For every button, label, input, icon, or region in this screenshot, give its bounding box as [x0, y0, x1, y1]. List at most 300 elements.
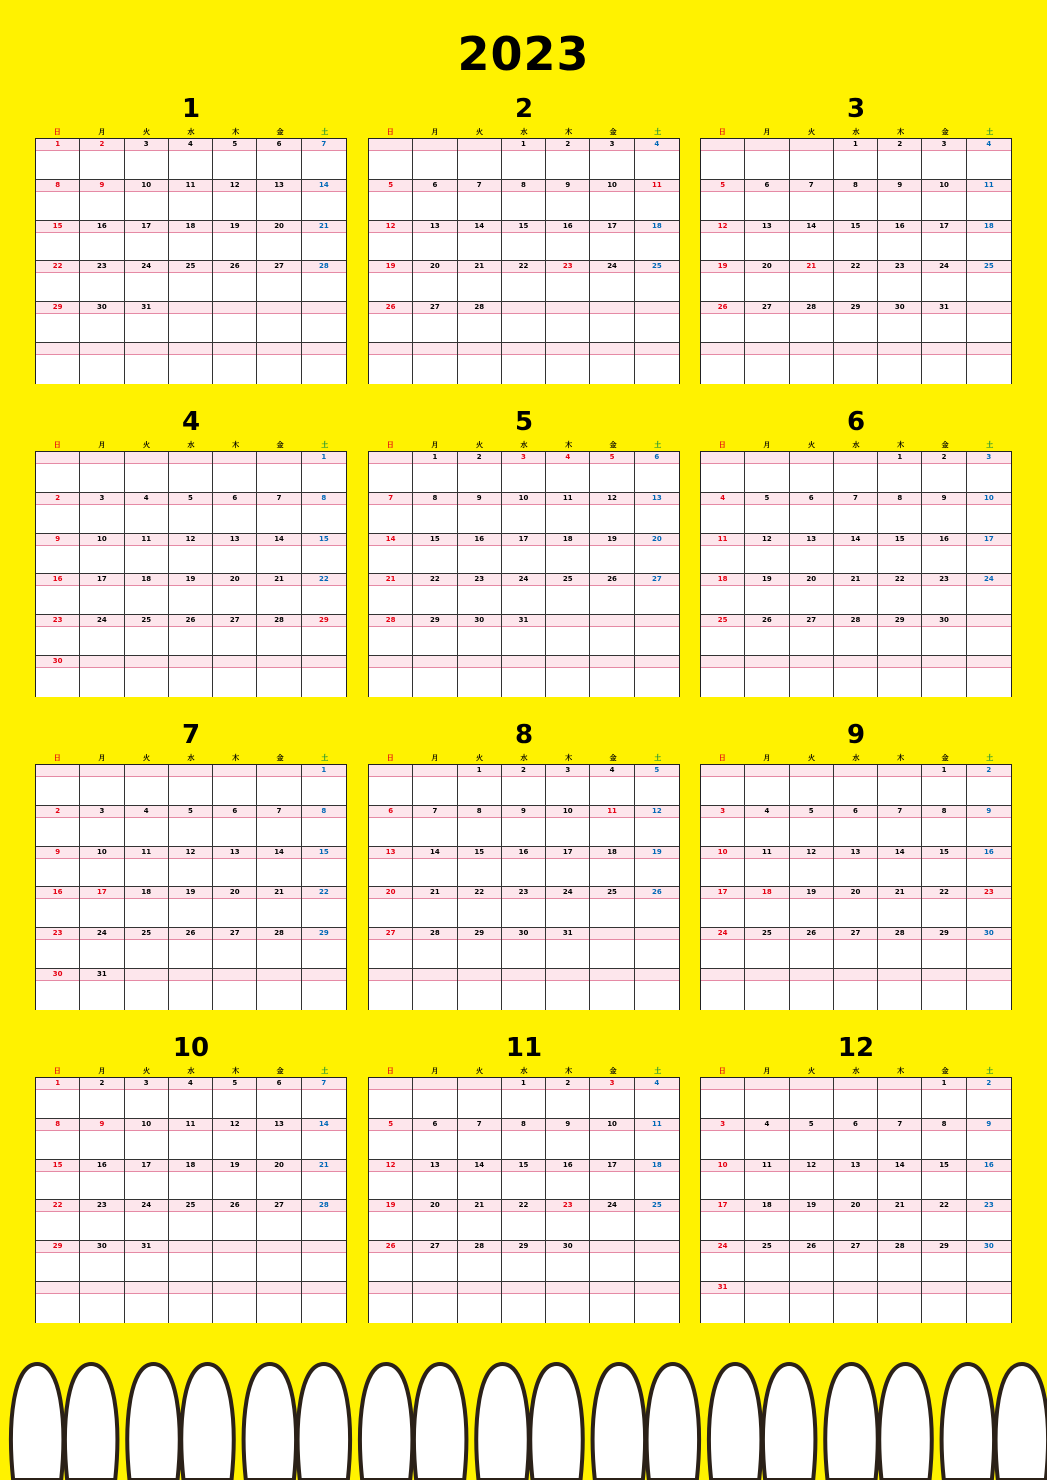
day-cell[interactable] [922, 180, 966, 221]
day-cell[interactable] [257, 343, 301, 384]
day-cell[interactable] [125, 1200, 169, 1241]
day-cell[interactable] [590, 1119, 634, 1160]
day-cell[interactable] [302, 1241, 346, 1282]
day-cell[interactable] [213, 928, 257, 969]
day-cell[interactable] [413, 887, 457, 928]
day-cell[interactable] [458, 615, 502, 656]
day-cell[interactable] [369, 302, 413, 343]
day-cell[interactable] [790, 1078, 834, 1119]
day-cell[interactable] [635, 221, 679, 262]
day-cell[interactable] [790, 180, 834, 221]
day-cell[interactable] [790, 1200, 834, 1241]
day-cell[interactable] [834, 847, 878, 888]
day-cell[interactable] [834, 1078, 878, 1119]
day-cell[interactable] [369, 847, 413, 888]
day-cell[interactable] [635, 452, 679, 493]
day-cell[interactable] [125, 574, 169, 615]
day-cell[interactable] [502, 969, 546, 1010]
day-cell[interactable] [213, 221, 257, 262]
day-cell[interactable] [635, 302, 679, 343]
day-cell[interactable] [302, 452, 346, 493]
day-cell[interactable] [369, 806, 413, 847]
day-cell[interactable] [878, 343, 922, 384]
day-cell[interactable] [745, 452, 789, 493]
day-cell[interactable] [635, 656, 679, 697]
day-cell[interactable] [36, 574, 80, 615]
day-cell[interactable] [80, 343, 124, 384]
day-cell[interactable] [213, 615, 257, 656]
day-cell[interactable] [745, 847, 789, 888]
day-cell[interactable] [413, 574, 457, 615]
day-cell[interactable] [967, 343, 1011, 384]
day-cell[interactable] [458, 574, 502, 615]
day-cell[interactable] [922, 887, 966, 928]
day-cell[interactable] [413, 534, 457, 575]
day-cell[interactable] [413, 493, 457, 534]
day-cell[interactable] [878, 656, 922, 697]
day-cell[interactable] [701, 493, 745, 534]
day-cell[interactable] [257, 452, 301, 493]
day-cell[interactable] [80, 928, 124, 969]
day-cell[interactable] [36, 656, 80, 697]
day-cell[interactable] [458, 1160, 502, 1201]
day-cell[interactable] [502, 1200, 546, 1241]
day-cell[interactable] [458, 1119, 502, 1160]
day-cell[interactable] [36, 765, 80, 806]
day-cell[interactable] [169, 221, 213, 262]
day-cell[interactable] [635, 493, 679, 534]
day-cell[interactable] [546, 302, 590, 343]
day-cell[interactable] [546, 887, 590, 928]
day-cell[interactable] [413, 847, 457, 888]
day-cell[interactable] [257, 806, 301, 847]
day-cell[interactable] [36, 887, 80, 928]
day-cell[interactable] [369, 574, 413, 615]
day-cell[interactable] [967, 1200, 1011, 1241]
day-cell[interactable] [257, 656, 301, 697]
day-cell[interactable] [922, 343, 966, 384]
day-cell[interactable] [590, 765, 634, 806]
day-cell[interactable] [878, 1241, 922, 1282]
day-cell[interactable] [502, 1078, 546, 1119]
day-cell[interactable] [878, 887, 922, 928]
day-cell[interactable] [834, 969, 878, 1010]
day-cell[interactable] [790, 452, 834, 493]
day-cell[interactable] [302, 1282, 346, 1323]
day-cell[interactable] [413, 180, 457, 221]
day-cell[interactable] [413, 261, 457, 302]
day-cell[interactable] [369, 1119, 413, 1160]
day-cell[interactable] [590, 615, 634, 656]
day-cell[interactable] [302, 493, 346, 534]
day-cell[interactable] [701, 887, 745, 928]
day-cell[interactable] [36, 534, 80, 575]
day-cell[interactable] [745, 615, 789, 656]
day-cell[interactable] [546, 343, 590, 384]
day-cell[interactable] [169, 180, 213, 221]
day-cell[interactable] [967, 139, 1011, 180]
day-cell[interactable] [369, 261, 413, 302]
day-cell[interactable] [169, 806, 213, 847]
day-cell[interactable] [922, 765, 966, 806]
day-cell[interactable] [213, 302, 257, 343]
day-cell[interactable] [701, 1282, 745, 1323]
day-cell[interactable] [546, 806, 590, 847]
day-cell[interactable] [36, 1200, 80, 1241]
day-cell[interactable] [458, 887, 502, 928]
day-cell[interactable] [257, 534, 301, 575]
day-cell[interactable] [635, 1119, 679, 1160]
day-cell[interactable] [701, 806, 745, 847]
day-cell[interactable] [302, 656, 346, 697]
day-cell[interactable] [635, 180, 679, 221]
day-cell[interactable] [502, 1282, 546, 1323]
day-cell[interactable] [458, 928, 502, 969]
day-cell[interactable] [878, 180, 922, 221]
day-cell[interactable] [878, 1160, 922, 1201]
day-cell[interactable] [701, 452, 745, 493]
day-cell[interactable] [413, 343, 457, 384]
day-cell[interactable] [169, 615, 213, 656]
day-cell[interactable] [458, 261, 502, 302]
day-cell[interactable] [302, 928, 346, 969]
day-cell[interactable] [635, 765, 679, 806]
day-cell[interactable] [790, 343, 834, 384]
day-cell[interactable] [80, 221, 124, 262]
day-cell[interactable] [922, 302, 966, 343]
day-cell[interactable] [878, 1119, 922, 1160]
day-cell[interactable] [257, 493, 301, 534]
day-cell[interactable] [834, 1119, 878, 1160]
day-cell[interactable] [546, 1078, 590, 1119]
day-cell[interactable] [502, 806, 546, 847]
day-cell[interactable] [169, 534, 213, 575]
day-cell[interactable] [458, 302, 502, 343]
day-cell[interactable] [502, 452, 546, 493]
day-cell[interactable] [36, 302, 80, 343]
day-cell[interactable] [80, 806, 124, 847]
day-cell[interactable] [502, 574, 546, 615]
day-cell[interactable] [302, 221, 346, 262]
day-cell[interactable] [125, 180, 169, 221]
day-cell[interactable] [590, 1282, 634, 1323]
day-cell[interactable] [213, 656, 257, 697]
day-cell[interactable] [922, 139, 966, 180]
day-cell[interactable] [834, 180, 878, 221]
day-cell[interactable] [745, 656, 789, 697]
day-cell[interactable] [125, 1160, 169, 1201]
day-cell[interactable] [878, 302, 922, 343]
day-cell[interactable] [369, 615, 413, 656]
day-cell[interactable] [701, 574, 745, 615]
day-cell[interactable] [745, 1282, 789, 1323]
day-cell[interactable] [745, 1078, 789, 1119]
day-cell[interactable] [125, 1078, 169, 1119]
day-cell[interactable] [80, 1200, 124, 1241]
day-cell[interactable] [80, 765, 124, 806]
day-cell[interactable] [878, 1200, 922, 1241]
day-cell[interactable] [257, 574, 301, 615]
day-cell[interactable] [458, 343, 502, 384]
day-cell[interactable] [413, 1119, 457, 1160]
day-cell[interactable] [502, 493, 546, 534]
day-cell[interactable] [922, 574, 966, 615]
day-cell[interactable] [635, 343, 679, 384]
day-cell[interactable] [169, 343, 213, 384]
day-cell[interactable] [502, 847, 546, 888]
day-cell[interactable] [413, 928, 457, 969]
day-cell[interactable] [745, 343, 789, 384]
day-cell[interactable] [878, 847, 922, 888]
day-cell[interactable] [169, 452, 213, 493]
day-cell[interactable] [834, 656, 878, 697]
day-cell[interactable] [257, 847, 301, 888]
day-cell[interactable] [590, 1241, 634, 1282]
day-cell[interactable] [745, 1200, 789, 1241]
day-cell[interactable] [125, 221, 169, 262]
day-cell[interactable] [878, 574, 922, 615]
day-cell[interactable] [257, 928, 301, 969]
day-cell[interactable] [635, 1160, 679, 1201]
day-cell[interactable] [635, 574, 679, 615]
day-cell[interactable] [878, 221, 922, 262]
day-cell[interactable] [922, 615, 966, 656]
day-cell[interactable] [80, 180, 124, 221]
day-cell[interactable] [701, 1200, 745, 1241]
day-cell[interactable] [701, 534, 745, 575]
day-cell[interactable] [257, 1200, 301, 1241]
day-cell[interactable] [967, 806, 1011, 847]
day-cell[interactable] [213, 1160, 257, 1201]
day-cell[interactable] [502, 1119, 546, 1160]
day-cell[interactable] [369, 765, 413, 806]
day-cell[interactable] [502, 221, 546, 262]
day-cell[interactable] [745, 221, 789, 262]
day-cell[interactable] [590, 1200, 634, 1241]
day-cell[interactable] [36, 1119, 80, 1160]
day-cell[interactable] [125, 493, 169, 534]
day-cell[interactable] [635, 887, 679, 928]
day-cell[interactable] [213, 574, 257, 615]
day-cell[interactable] [369, 1241, 413, 1282]
day-cell[interactable] [302, 1119, 346, 1160]
day-cell[interactable] [125, 887, 169, 928]
day-cell[interactable] [834, 261, 878, 302]
day-cell[interactable] [701, 969, 745, 1010]
day-cell[interactable] [701, 615, 745, 656]
day-cell[interactable] [502, 1160, 546, 1201]
day-cell[interactable] [967, 1282, 1011, 1323]
day-cell[interactable] [834, 221, 878, 262]
day-cell[interactable] [878, 493, 922, 534]
day-cell[interactable] [213, 493, 257, 534]
day-cell[interactable] [458, 765, 502, 806]
day-cell[interactable] [590, 928, 634, 969]
day-cell[interactable] [36, 221, 80, 262]
day-cell[interactable] [834, 493, 878, 534]
day-cell[interactable] [701, 847, 745, 888]
day-cell[interactable] [745, 534, 789, 575]
day-cell[interactable] [413, 1078, 457, 1119]
day-cell[interactable] [125, 765, 169, 806]
day-cell[interactable] [502, 656, 546, 697]
day-cell[interactable] [413, 765, 457, 806]
day-cell[interactable] [413, 1160, 457, 1201]
day-cell[interactable] [302, 180, 346, 221]
day-cell[interactable] [413, 615, 457, 656]
day-cell[interactable] [502, 887, 546, 928]
day-cell[interactable] [80, 452, 124, 493]
day-cell[interactable] [745, 969, 789, 1010]
day-cell[interactable] [458, 452, 502, 493]
day-cell[interactable] [590, 452, 634, 493]
day-cell[interactable] [125, 656, 169, 697]
day-cell[interactable] [790, 534, 834, 575]
day-cell[interactable] [546, 928, 590, 969]
day-cell[interactable] [922, 969, 966, 1010]
day-cell[interactable] [80, 302, 124, 343]
day-cell[interactable] [302, 1078, 346, 1119]
day-cell[interactable] [967, 1241, 1011, 1282]
day-cell[interactable] [546, 534, 590, 575]
day-cell[interactable] [834, 765, 878, 806]
day-cell[interactable] [834, 887, 878, 928]
day-cell[interactable] [546, 180, 590, 221]
day-cell[interactable] [878, 139, 922, 180]
day-cell[interactable] [413, 1241, 457, 1282]
day-cell[interactable] [257, 887, 301, 928]
day-cell[interactable] [546, 1241, 590, 1282]
day-cell[interactable] [413, 221, 457, 262]
day-cell[interactable] [922, 1282, 966, 1323]
day-cell[interactable] [546, 765, 590, 806]
day-cell[interactable] [967, 969, 1011, 1010]
day-cell[interactable] [922, 1160, 966, 1201]
day-cell[interactable] [213, 343, 257, 384]
day-cell[interactable] [834, 534, 878, 575]
day-cell[interactable] [967, 1078, 1011, 1119]
day-cell[interactable] [590, 343, 634, 384]
day-cell[interactable] [635, 1241, 679, 1282]
day-cell[interactable] [790, 139, 834, 180]
day-cell[interactable] [967, 302, 1011, 343]
day-cell[interactable] [213, 534, 257, 575]
day-cell[interactable] [635, 615, 679, 656]
day-cell[interactable] [834, 928, 878, 969]
day-cell[interactable] [502, 302, 546, 343]
day-cell[interactable] [169, 969, 213, 1010]
day-cell[interactable] [834, 574, 878, 615]
day-cell[interactable] [546, 139, 590, 180]
day-cell[interactable] [701, 221, 745, 262]
day-cell[interactable] [302, 343, 346, 384]
day-cell[interactable] [790, 1282, 834, 1323]
day-cell[interactable] [701, 1241, 745, 1282]
day-cell[interactable] [458, 534, 502, 575]
day-cell[interactable] [36, 1160, 80, 1201]
day-cell[interactable] [36, 180, 80, 221]
day-cell[interactable] [790, 574, 834, 615]
day-cell[interactable] [458, 847, 502, 888]
day-cell[interactable] [635, 847, 679, 888]
day-cell[interactable] [369, 180, 413, 221]
day-cell[interactable] [922, 806, 966, 847]
day-cell[interactable] [834, 615, 878, 656]
day-cell[interactable] [546, 574, 590, 615]
day-cell[interactable] [834, 1160, 878, 1201]
day-cell[interactable] [36, 1282, 80, 1323]
day-cell[interactable] [635, 1078, 679, 1119]
day-cell[interactable] [546, 1200, 590, 1241]
day-cell[interactable] [257, 261, 301, 302]
day-cell[interactable] [369, 534, 413, 575]
day-cell[interactable] [302, 534, 346, 575]
day-cell[interactable] [834, 1200, 878, 1241]
day-cell[interactable] [125, 261, 169, 302]
day-cell[interactable] [745, 180, 789, 221]
day-cell[interactable] [257, 1160, 301, 1201]
day-cell[interactable] [257, 765, 301, 806]
day-cell[interactable] [967, 180, 1011, 221]
day-cell[interactable] [834, 1241, 878, 1282]
day-cell[interactable] [413, 969, 457, 1010]
day-cell[interactable] [701, 1078, 745, 1119]
day-cell[interactable] [745, 302, 789, 343]
day-cell[interactable] [169, 1078, 213, 1119]
day-cell[interactable] [922, 1241, 966, 1282]
day-cell[interactable] [169, 847, 213, 888]
day-cell[interactable] [458, 1282, 502, 1323]
day-cell[interactable] [790, 261, 834, 302]
day-cell[interactable] [745, 928, 789, 969]
day-cell[interactable] [369, 656, 413, 697]
day-cell[interactable] [790, 302, 834, 343]
day-cell[interactable] [546, 615, 590, 656]
day-cell[interactable] [701, 180, 745, 221]
day-cell[interactable] [80, 969, 124, 1010]
day-cell[interactable] [745, 1119, 789, 1160]
day-cell[interactable] [125, 928, 169, 969]
day-cell[interactable] [302, 765, 346, 806]
day-cell[interactable] [458, 493, 502, 534]
day-cell[interactable] [169, 1119, 213, 1160]
day-cell[interactable] [36, 928, 80, 969]
day-cell[interactable] [546, 656, 590, 697]
day-cell[interactable] [590, 1078, 634, 1119]
day-cell[interactable] [701, 928, 745, 969]
day-cell[interactable] [590, 847, 634, 888]
day-cell[interactable] [213, 452, 257, 493]
day-cell[interactable] [790, 887, 834, 928]
day-cell[interactable] [701, 261, 745, 302]
day-cell[interactable] [257, 221, 301, 262]
day-cell[interactable] [701, 343, 745, 384]
day-cell[interactable] [745, 1241, 789, 1282]
day-cell[interactable] [834, 1282, 878, 1323]
day-cell[interactable] [590, 139, 634, 180]
day-cell[interactable] [36, 452, 80, 493]
day-cell[interactable] [169, 928, 213, 969]
day-cell[interactable] [302, 302, 346, 343]
day-cell[interactable] [125, 1119, 169, 1160]
day-cell[interactable] [790, 928, 834, 969]
day-cell[interactable] [80, 1119, 124, 1160]
day-cell[interactable] [502, 139, 546, 180]
day-cell[interactable] [834, 452, 878, 493]
day-cell[interactable] [302, 1200, 346, 1241]
day-cell[interactable] [80, 139, 124, 180]
day-cell[interactable] [213, 1078, 257, 1119]
